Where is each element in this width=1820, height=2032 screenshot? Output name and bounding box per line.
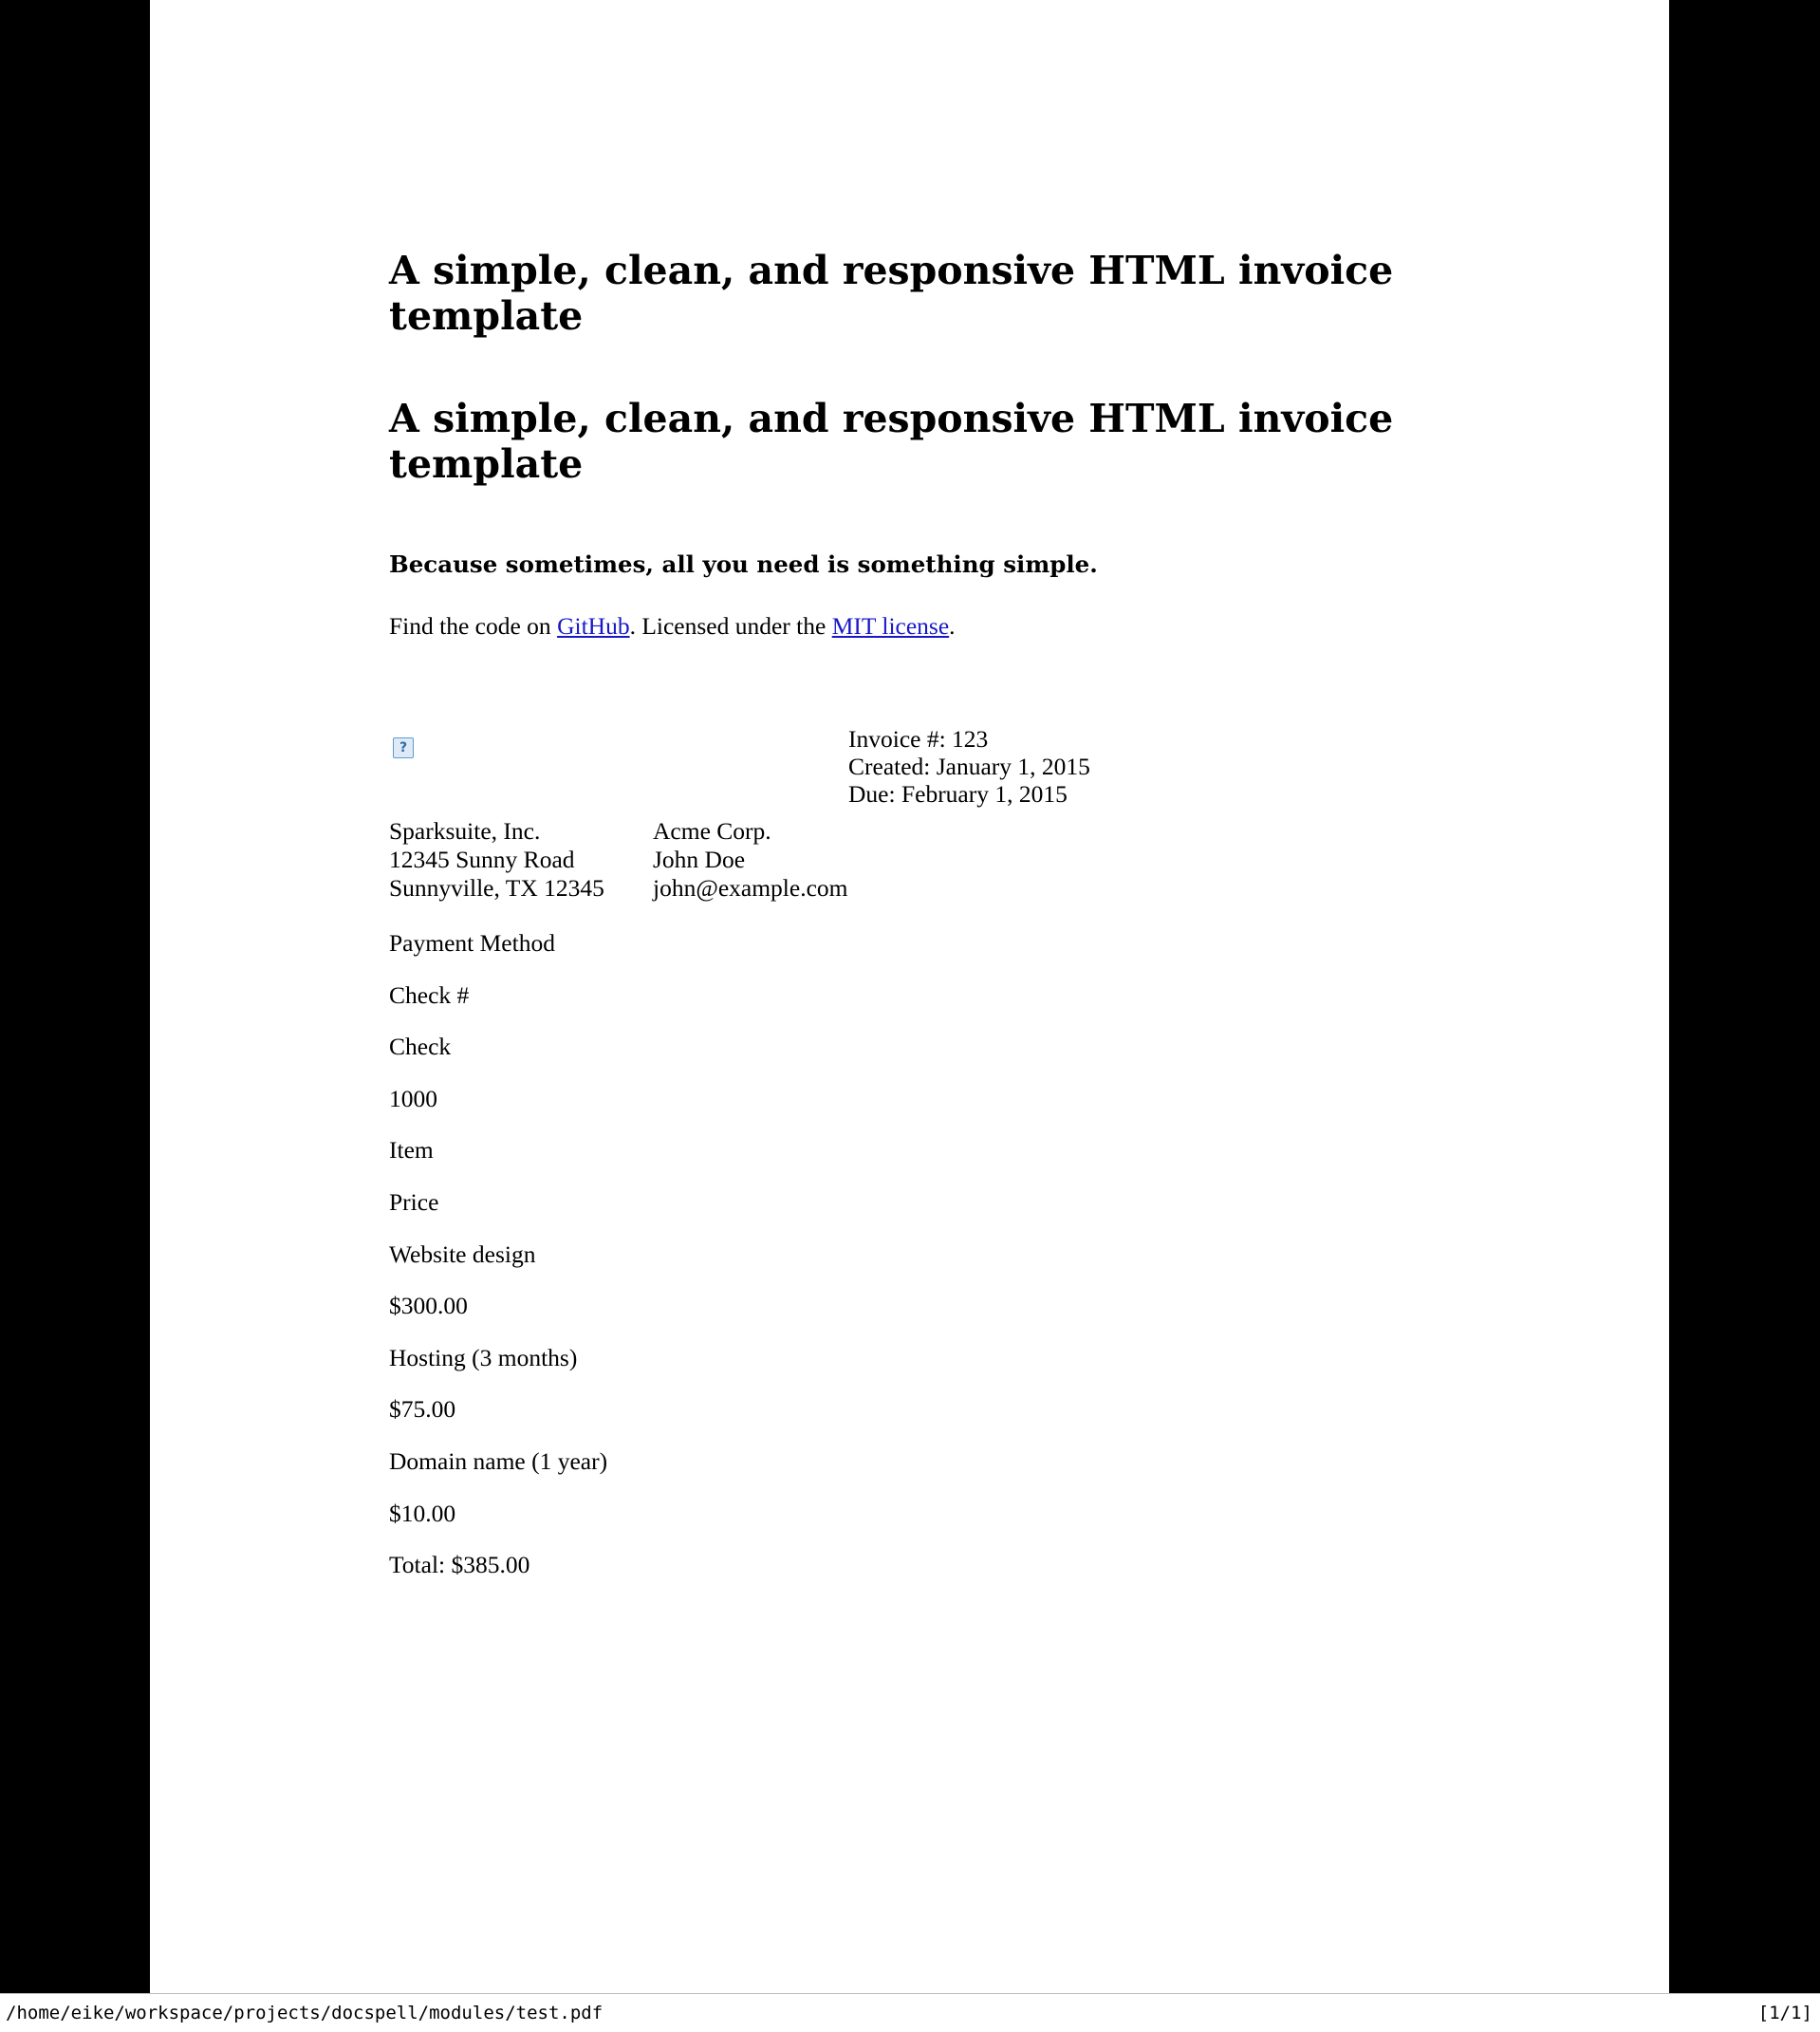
broken-image-glyph: ?: [399, 740, 408, 755]
recipient-line: Acme Corp.: [653, 817, 771, 845]
sender-line: Sparksuite, Inc.: [389, 817, 541, 845]
code-line-suffix: .: [949, 612, 956, 640]
list-item: Check #: [389, 980, 470, 1009]
invoice-number: Invoice #: 123: [848, 725, 989, 753]
code-line-middle: . Licensed under the: [629, 612, 832, 640]
page-title-primary: A simple, clean, and responsive HTML invoice template: [389, 248, 1394, 339]
page-indicator-label: [1/1]: [1757, 2003, 1812, 2023]
list-item: Check: [389, 1033, 452, 1061]
address-row: [389, 846, 847, 874]
list-item: 1000: [389, 1084, 437, 1112]
address-block: [389, 817, 847, 903]
list-item: Hosting (3 months): [389, 1343, 578, 1371]
list-item: Website design: [389, 1240, 536, 1268]
sender-line: Sunnyville, TX 12345: [389, 874, 604, 902]
list-item: Payment Method: [389, 929, 555, 957]
code-credits-line: [389, 612, 956, 641]
invoice-line-items: [389, 930, 1338, 1604]
recipient-line: John Doe: [653, 846, 746, 873]
list-item: Price: [389, 1187, 439, 1216]
invoice-due-date: Due: February 1, 2015: [848, 780, 1068, 808]
list-item: Domain name (1 year): [389, 1446, 608, 1475]
pdf-page: [150, 0, 1669, 1994]
sender-line: 12345 Sunny Road: [389, 846, 575, 873]
code-line-prefix: Find the code on: [389, 612, 558, 640]
recipient-line: john@example.com: [653, 874, 848, 902]
page-title-secondary: A simple, clean, and responsive HTML invoice template: [389, 396, 1394, 487]
invoice-meta-block: [848, 725, 1090, 808]
tagline: Because sometimes, all you need is something simple.: [389, 550, 1098, 578]
address-row: [389, 817, 847, 846]
list-item: $10.00: [389, 1499, 456, 1527]
invoice-total: Total: $385.00: [389, 1551, 530, 1579]
list-item: Item: [389, 1136, 434, 1165]
mit-license-link[interactable]: MIT license: [831, 612, 950, 640]
list-item: $300.00: [389, 1292, 468, 1320]
broken-image-placeholder-icon: [393, 737, 414, 758]
list-item: $75.00: [389, 1395, 456, 1424]
invoice-created-date: Created: January 1, 2015: [848, 753, 1090, 780]
viewer-status-bar: [0, 1993, 1820, 2032]
github-link[interactable]: GitHub: [557, 612, 630, 640]
address-row: [389, 874, 847, 903]
file-path-label: /home/eike/workspace/projects/docspell/modules/test.pdf: [6, 2003, 604, 2023]
